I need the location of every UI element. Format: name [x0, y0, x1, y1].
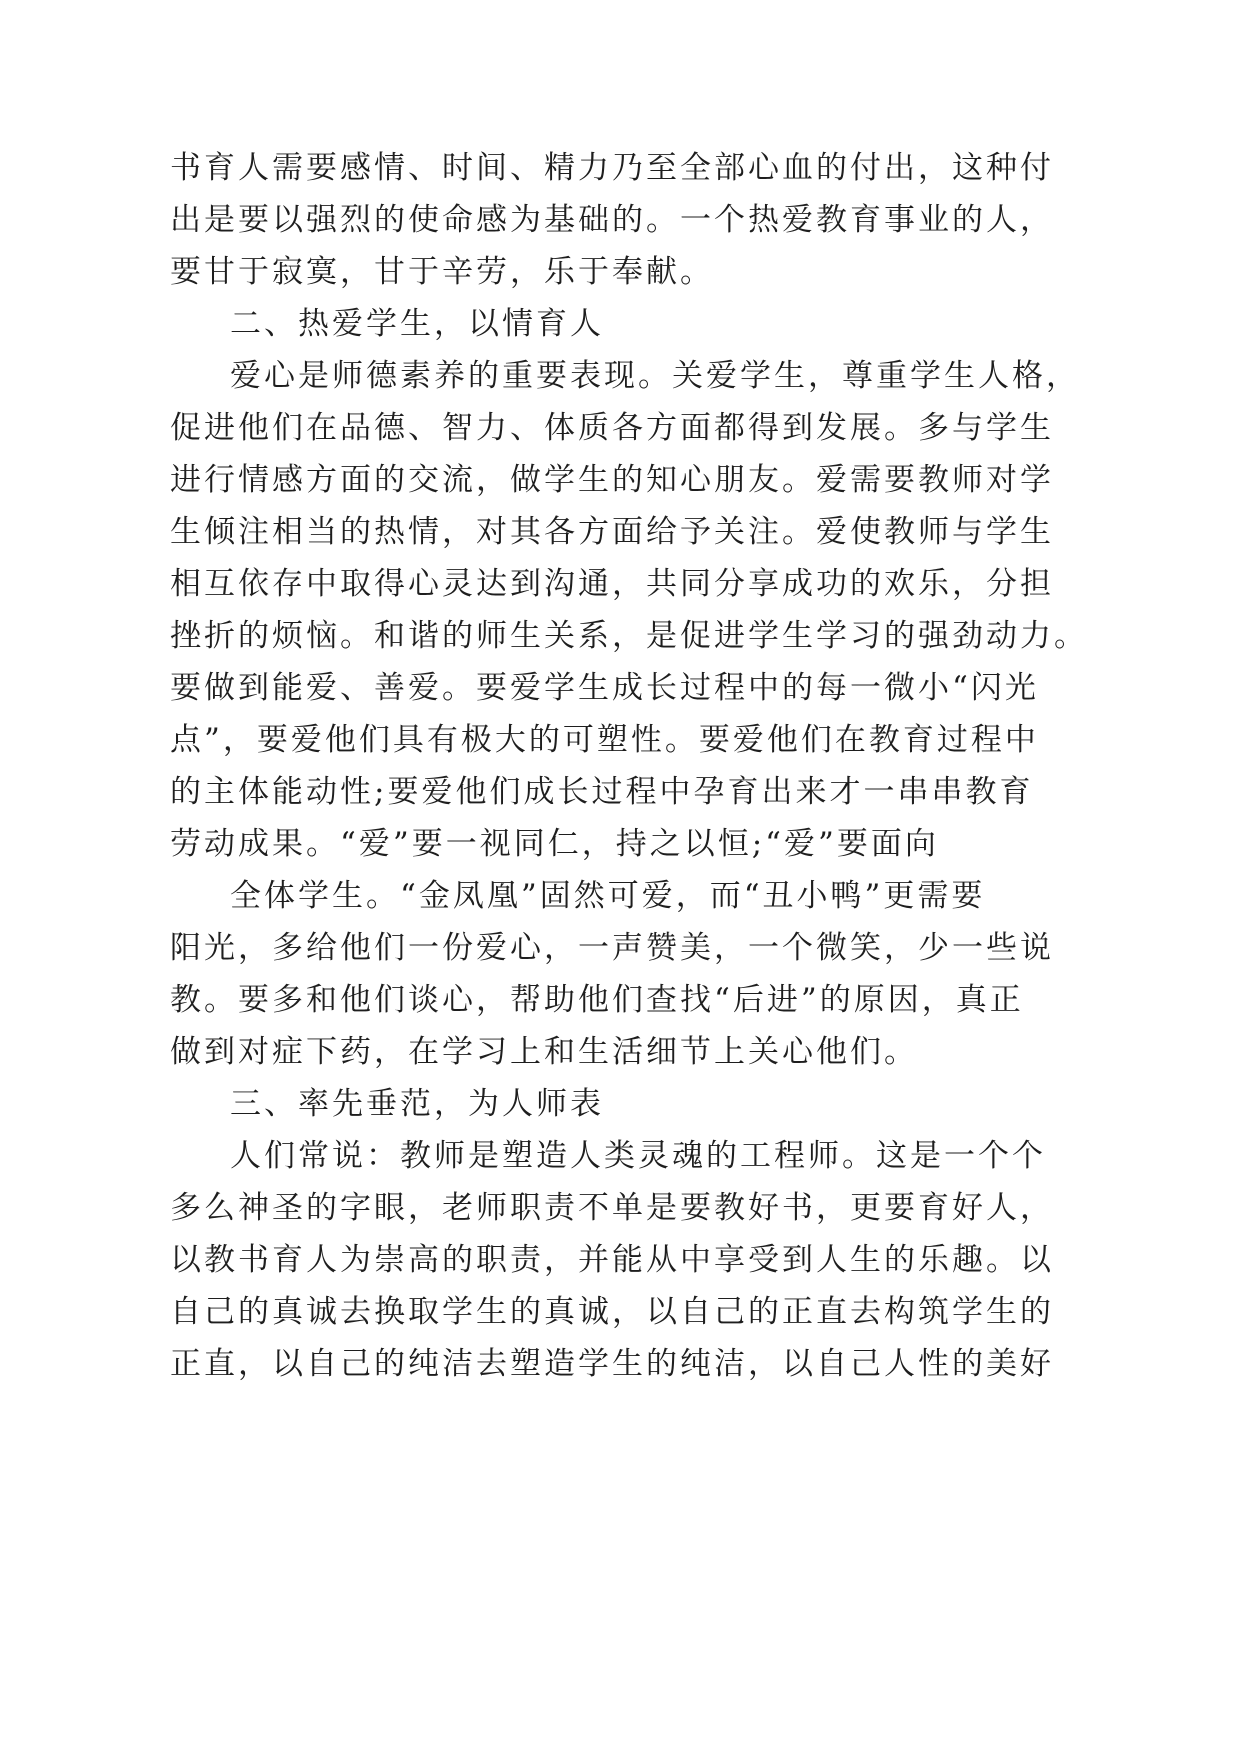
text-line-12: 点”，要爱他们具有极大的可塑性。要爱他们在教育过程中	[170, 722, 1039, 758]
text-line-14: 劳动成果。“爱”要一视同仁，持之以恒;“爱”要面向	[170, 826, 939, 862]
text-line-7: 进行情感方面的交流，做学生的知心朋友。爱需要教师对学	[170, 462, 1054, 498]
text-line-1: 书育人需要感情、时间、精力乃至全部心血的付出，这种付	[170, 150, 1054, 186]
text-line-21: 多么神圣的字眼，老师职责不单是要教好书，更要育好人，	[170, 1190, 1054, 1226]
text-line-3: 要甘于寂寞，甘于辛劳，乐于奉献。	[170, 254, 714, 290]
text-line-23: 自己的真诚去换取学生的真诚，以自己的正直去构筑学生的	[170, 1294, 1054, 1330]
section-heading-2: 二、热爱学生，以情育人	[230, 306, 604, 342]
text-line-17: 教。要多和他们谈心，帮助他们查找“后进”的原因，真正	[170, 982, 1024, 1018]
text-line-15: 全体学生。“金凤凰”固然可爱，而“丑小鸭”更需要	[230, 878, 986, 914]
text-line-6: 促进他们在品德、智力、体质各方面都得到发展。多与学生	[170, 410, 1054, 446]
text-line-8: 生倾注相当的热情，对其各方面给予关注。爱使教师与学生	[170, 514, 1054, 550]
text-line-24: 正直，以自己的纯洁去塑造学生的纯洁，以自己人性的美好	[170, 1346, 1054, 1382]
text-line-5: 爱心是师德素养的重要表现。关爱学生，尊重学生人格，	[230, 358, 1080, 394]
text-line-13: 的主体能动性;要爱他们成长过程中孕育出来才一串串教育	[170, 774, 1034, 810]
text-line-20: 人们常说：教师是塑造人类灵魂的工程师。这是一个个	[230, 1138, 1046, 1174]
text-line-2: 出是要以强烈的使命感为基础的。一个热爱教育事业的人，	[170, 202, 1054, 238]
text-line-22: 以教书育人为崇高的职责，并能从中享受到人生的乐趣。以	[170, 1242, 1054, 1278]
text-line-16: 阳光，多给他们一份爱心，一声赞美，一个微笑，少一些说	[170, 930, 1054, 966]
section-heading-3: 三、率先垂范，为人师表	[230, 1086, 604, 1122]
text-line-9: 相互依存中取得心灵达到沟通，共同分享成功的欢乐，分担	[170, 566, 1054, 602]
text-line-11: 要做到能爱、善爱。要爱学生成长过程中的每一微小“闪光	[170, 670, 1039, 706]
text-line-18: 做到对症下药，在学习上和生活细节上关心他们。	[170, 1034, 918, 1070]
text-line-10: 挫折的烦恼。和谐的师生关系，是促进学生学习的强劲动力。	[170, 618, 1088, 654]
